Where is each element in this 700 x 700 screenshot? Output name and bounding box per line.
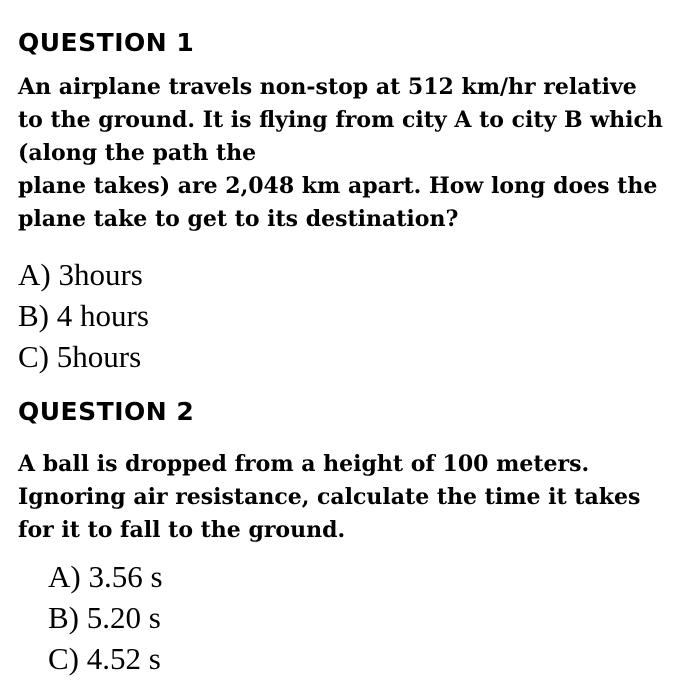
- question-1-choice-a[interactable]: A) 3hours: [18, 257, 143, 292]
- question-1-choice-c[interactable]: C) 5hours: [18, 339, 142, 374]
- question-1-heading: QUESTION 1: [18, 28, 195, 57]
- question-2-text-line: for it to fall to the ground.: [18, 517, 346, 543]
- question-1-text-line: (along the path the: [18, 140, 257, 166]
- question-1-choices: [18, 254, 149, 377]
- question-2-choice-c[interactable]: C) 4.52 s: [48, 641, 161, 676]
- question-2-heading: QUESTION 2: [18, 397, 195, 426]
- question-2-text: [18, 448, 640, 547]
- question-2-choices: [48, 556, 163, 679]
- question-1-text-line: An airplane travels non-stop at 512 km/hr relative: [18, 74, 637, 100]
- question-2-text-line: Ignoring air resistance, calculate the time it takes: [18, 484, 641, 510]
- question-2-choice-a[interactable]: A) 3.56 s: [48, 559, 163, 594]
- question-1-text-line: plane takes) are 2,048 km apart. How long does the: [18, 173, 658, 199]
- question-2-text-line: A ball is dropped from a height of 100 meters.: [18, 451, 590, 477]
- question-1-text: [18, 71, 663, 236]
- question-1-choice-b[interactable]: B) 4 hours: [18, 298, 149, 333]
- question-1-text-line: plane take to get to its destination?: [18, 206, 459, 232]
- question-1-text-line: to the ground. It is flying from city A to city B which: [18, 107, 663, 133]
- question-2-choice-b[interactable]: B) 5.20 s: [48, 600, 161, 635]
